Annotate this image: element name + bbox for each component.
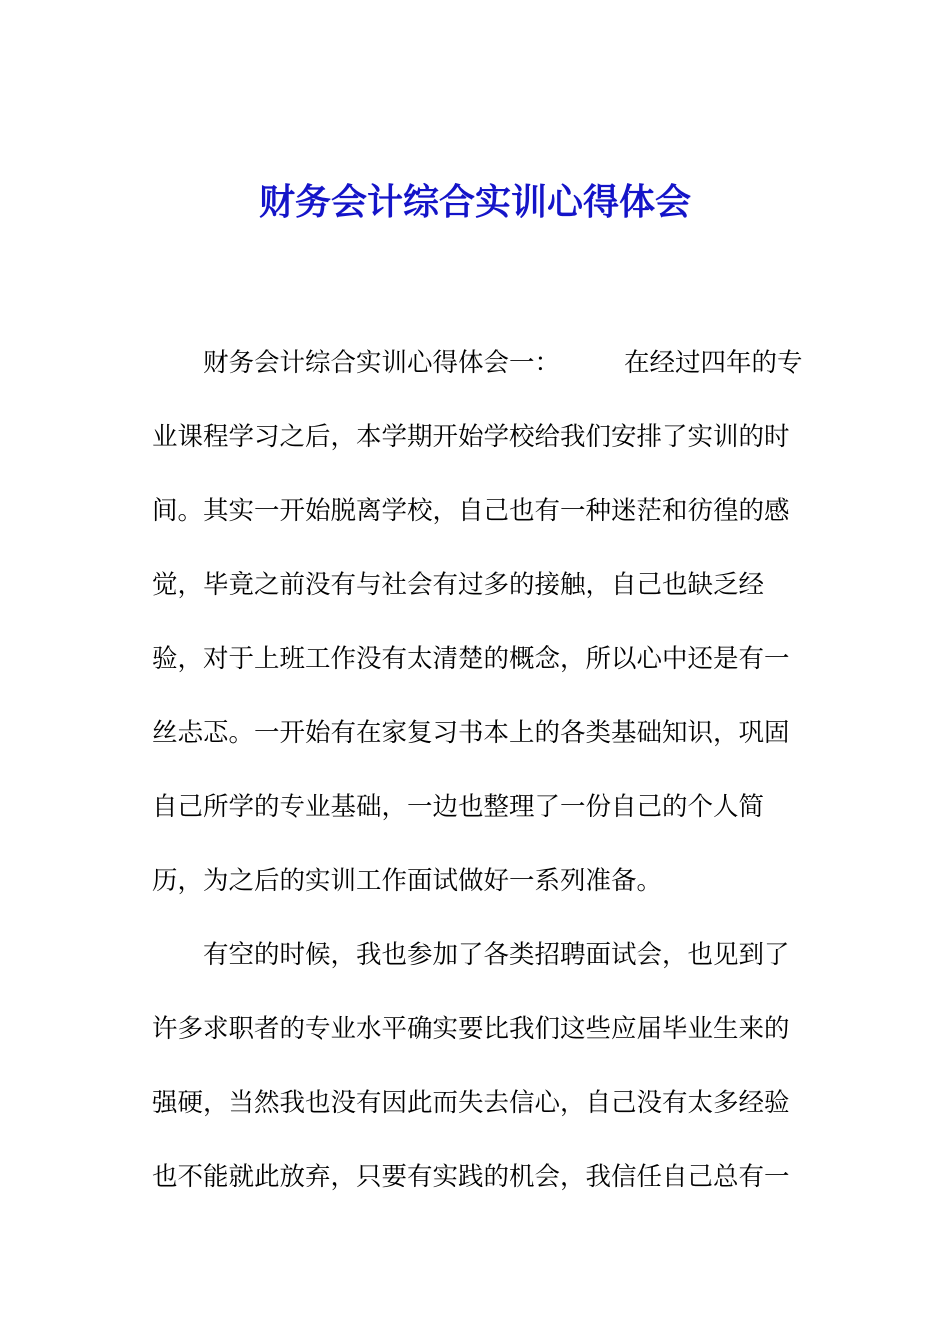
paragraph-line: 自己所学的专业基础，一边也整理了一份自己的个人简 bbox=[152, 792, 765, 822]
paragraph-line: 觉，毕竟之前没有与社会有过多的接触，自己也缺乏经 bbox=[152, 570, 765, 600]
paragraph-1 bbox=[152, 326, 803, 918]
paragraph-line: 也不能就此放弃，只要有实践的机会，我信任自己总有一 bbox=[152, 1162, 790, 1192]
document-title: 财务会计综合实训心得体会 bbox=[258, 181, 691, 223]
paragraph-line: 业课程学习之后，本学期开始学校给我们安排了实训的时 bbox=[152, 422, 790, 452]
document-body bbox=[152, 326, 803, 1214]
paragraph-line: 强硬，当然我也没有因此而失去信心，自己没有太多经验 bbox=[152, 1088, 790, 1118]
paragraph-2 bbox=[152, 918, 792, 1214]
paragraph-line: 许多求职者的专业水平确实要比我们这些应届毕业生来的 bbox=[152, 1014, 790, 1044]
paragraph-line bbox=[152, 918, 792, 992]
paragraph-text: 在经过四年的专 bbox=[624, 348, 803, 378]
paragraph-line bbox=[152, 326, 803, 400]
paragraph-text: 有空的时候，我也参加了各类招聘面试会，也见到了 bbox=[203, 940, 790, 970]
section-heading: 财务会计综合实训心得体会一： bbox=[203, 348, 561, 378]
paragraph-line: 间。其实一开始脱离学校，自己也有一种迷茫和彷徨的感 bbox=[152, 496, 790, 526]
paragraph-line: 验，对于上班工作没有太清楚的概念，所以心中还是有一 bbox=[152, 644, 790, 674]
paragraph-line: 历，为之后的实训工作面试做好一系列准备。 bbox=[152, 866, 663, 896]
paragraph-line: 丝忐忑。一开始有在家复习书本上的各类基础知识，巩固 bbox=[152, 718, 790, 748]
